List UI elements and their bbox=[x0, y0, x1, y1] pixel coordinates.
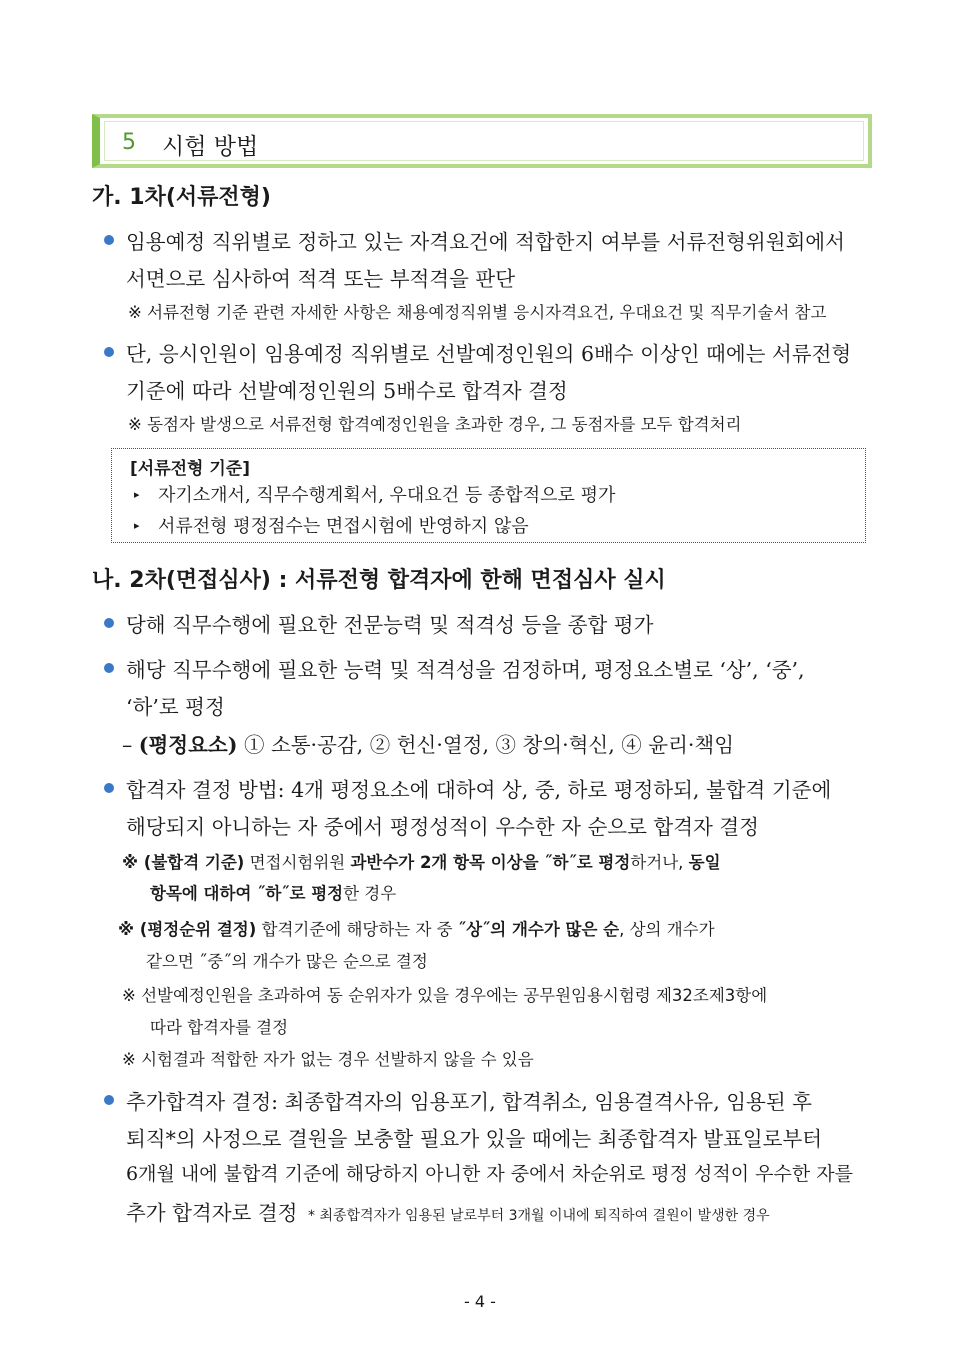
criteria-box bbox=[111, 448, 866, 543]
tie-note-line1: ※ 선발예정인원을 초과하여 동 순위자가 있을 경우에는 공무원임용시험령 제32조제3항에 bbox=[122, 986, 768, 1005]
part-a-bullet1-line1: 임용예정 직위별로 정하고 있는 자격요건에 적합한지 여부를 서류전형위원회에서 bbox=[126, 230, 845, 254]
part-a-heading: 가. 1차(서류전형) bbox=[92, 185, 271, 210]
part-a-bullet2-line1: 단, 응시인원이 임용예정 직위별로 선발예정인원의 6배수 이상인 때에는 서류전형 bbox=[126, 342, 852, 366]
fail-criteria-note-line1: ※ (불합격 기준) 면접시험위원 과반수가 2개 항목 이상을 ˝하˝로 평정하거나, 동일 bbox=[122, 853, 721, 872]
criteria-box-title: [서류전형 기준] bbox=[130, 459, 250, 479]
triangle-bullet-icon: ▸ bbox=[134, 519, 140, 532]
part-b-bullet4-line2: 퇴직*의 사정으로 결원을 보충할 필요가 있을 때에는 최종합격자 발표일로부터 bbox=[126, 1127, 823, 1151]
evaluation-factors: – (평정요소) ① 소통·공감, ② 헌신·열정, ③ 창의·혁신, ④ 윤리·책임 bbox=[122, 733, 735, 757]
part-b-bullet3-line2: 해당되지 아니하는 자 중에서 평정성적이 우수한 자 순으로 합격자 결정 bbox=[126, 815, 759, 839]
part-b-bullet2-line2: ‘하’로 평정 bbox=[126, 695, 225, 719]
part-b-heading: 나. 2차(면접심사) : 서류전형 합격자에 한해 면접심사 실시 bbox=[92, 568, 666, 593]
page-number: - 4 - bbox=[464, 1292, 496, 1311]
triangle-bullet-icon: ▸ bbox=[134, 488, 140, 501]
no-selection-note: ※ 시험결과 적합한 자가 없는 경우 선발하지 않을 수 있음 bbox=[122, 1050, 534, 1069]
section-title: 시험 방법 bbox=[162, 134, 259, 160]
part-b-bullet4-line4: 추가 합격자로 결정 * 최종합격자가 임용된 날로부터 3개월 이내에 퇴직하여 결원이 발생한 경우 bbox=[126, 1201, 770, 1225]
criteria-item: ▸ 자기소개서, 직무수행계획서, 우대요건 등 종합적으로 평가 bbox=[134, 485, 616, 506]
part-b-bullet4-line3: 6개월 내에 불합격 기준에 해당하지 아니한 자 중에서 차순위로 평정 성적이 우수한 자를 bbox=[126, 1163, 853, 1185]
factors-list: ① 소통·공감, ② 헌신·열정, ③ 창의·혁신, ④ 윤리·책임 bbox=[243, 733, 735, 757]
ranking-note-line2: 같으면 ˝중˝의 개수가 많은 순으로 결정 bbox=[146, 952, 428, 971]
part-b-bullet4-line1: 추가합격자 결정: 최종합격자의 임용포기, 합격취소, 임용결격사유, 임용된 후 bbox=[126, 1090, 812, 1114]
bullet-icon bbox=[104, 783, 114, 793]
part-a-bullet1-line2: 서면으로 심사하여 적격 또는 부적격을 판단 bbox=[126, 267, 516, 291]
part-b-bullet3-line1: 합격자 결정 방법: 4개 평정요소에 대하여 상, 중, 하로 평정하되, 불합격 기준에 bbox=[126, 778, 832, 802]
retire-footnote: * 최종합격자가 임용된 날로부터 3개월 이내에 퇴직하여 결원이 발생한 경우 bbox=[308, 1208, 770, 1224]
factors-label: (평정요소) bbox=[138, 733, 238, 757]
criteria-item: ▸ 서류전형 평정점수는 면접시험에 반영하지 않음 bbox=[134, 516, 529, 537]
part-a-bullet1-note: ※ 서류전형 기준 관련 자세한 사항은 채용예정직위별 응시자격요건, 우대요건 및 직무기술서 참고 bbox=[128, 303, 827, 322]
bullet-icon bbox=[104, 1095, 114, 1105]
bullet-icon bbox=[104, 618, 114, 628]
bullet-icon bbox=[104, 235, 114, 245]
part-a-bullet2-note: ※ 동점자 발생으로 서류전형 합격예정인원을 초과한 경우, 그 동점자를 모두 합격처리 bbox=[128, 415, 742, 434]
part-b-bullet1: 당해 직무수행에 필요한 전문능력 및 적격성 등을 종합 평가 bbox=[126, 613, 654, 637]
part-a-bullet2-line2: 기준에 따라 선발예정인원의 5배수로 합격자 결정 bbox=[126, 379, 568, 403]
part-b-bullet2-line1: 해당 직무수행에 필요한 능력 및 적격성을 검정하며, 평정요소별로 ‘상’, ‘중’, bbox=[126, 658, 805, 682]
section-header bbox=[92, 114, 872, 168]
section-number: 5 bbox=[122, 130, 136, 155]
bullet-icon bbox=[104, 663, 114, 673]
bullet-icon bbox=[104, 347, 114, 357]
ranking-note-line1: ※ (평정순위 결정) 합격기준에 해당하는 자 중 ˝상˝의 개수가 많은 순, 상의 개수가 bbox=[118, 920, 715, 939]
tie-note-line2: 따라 합격자를 결정 bbox=[150, 1018, 289, 1037]
fail-criteria-note-line2: 항목에 대하여 ˝하˝로 평정한 경우 bbox=[150, 884, 397, 903]
